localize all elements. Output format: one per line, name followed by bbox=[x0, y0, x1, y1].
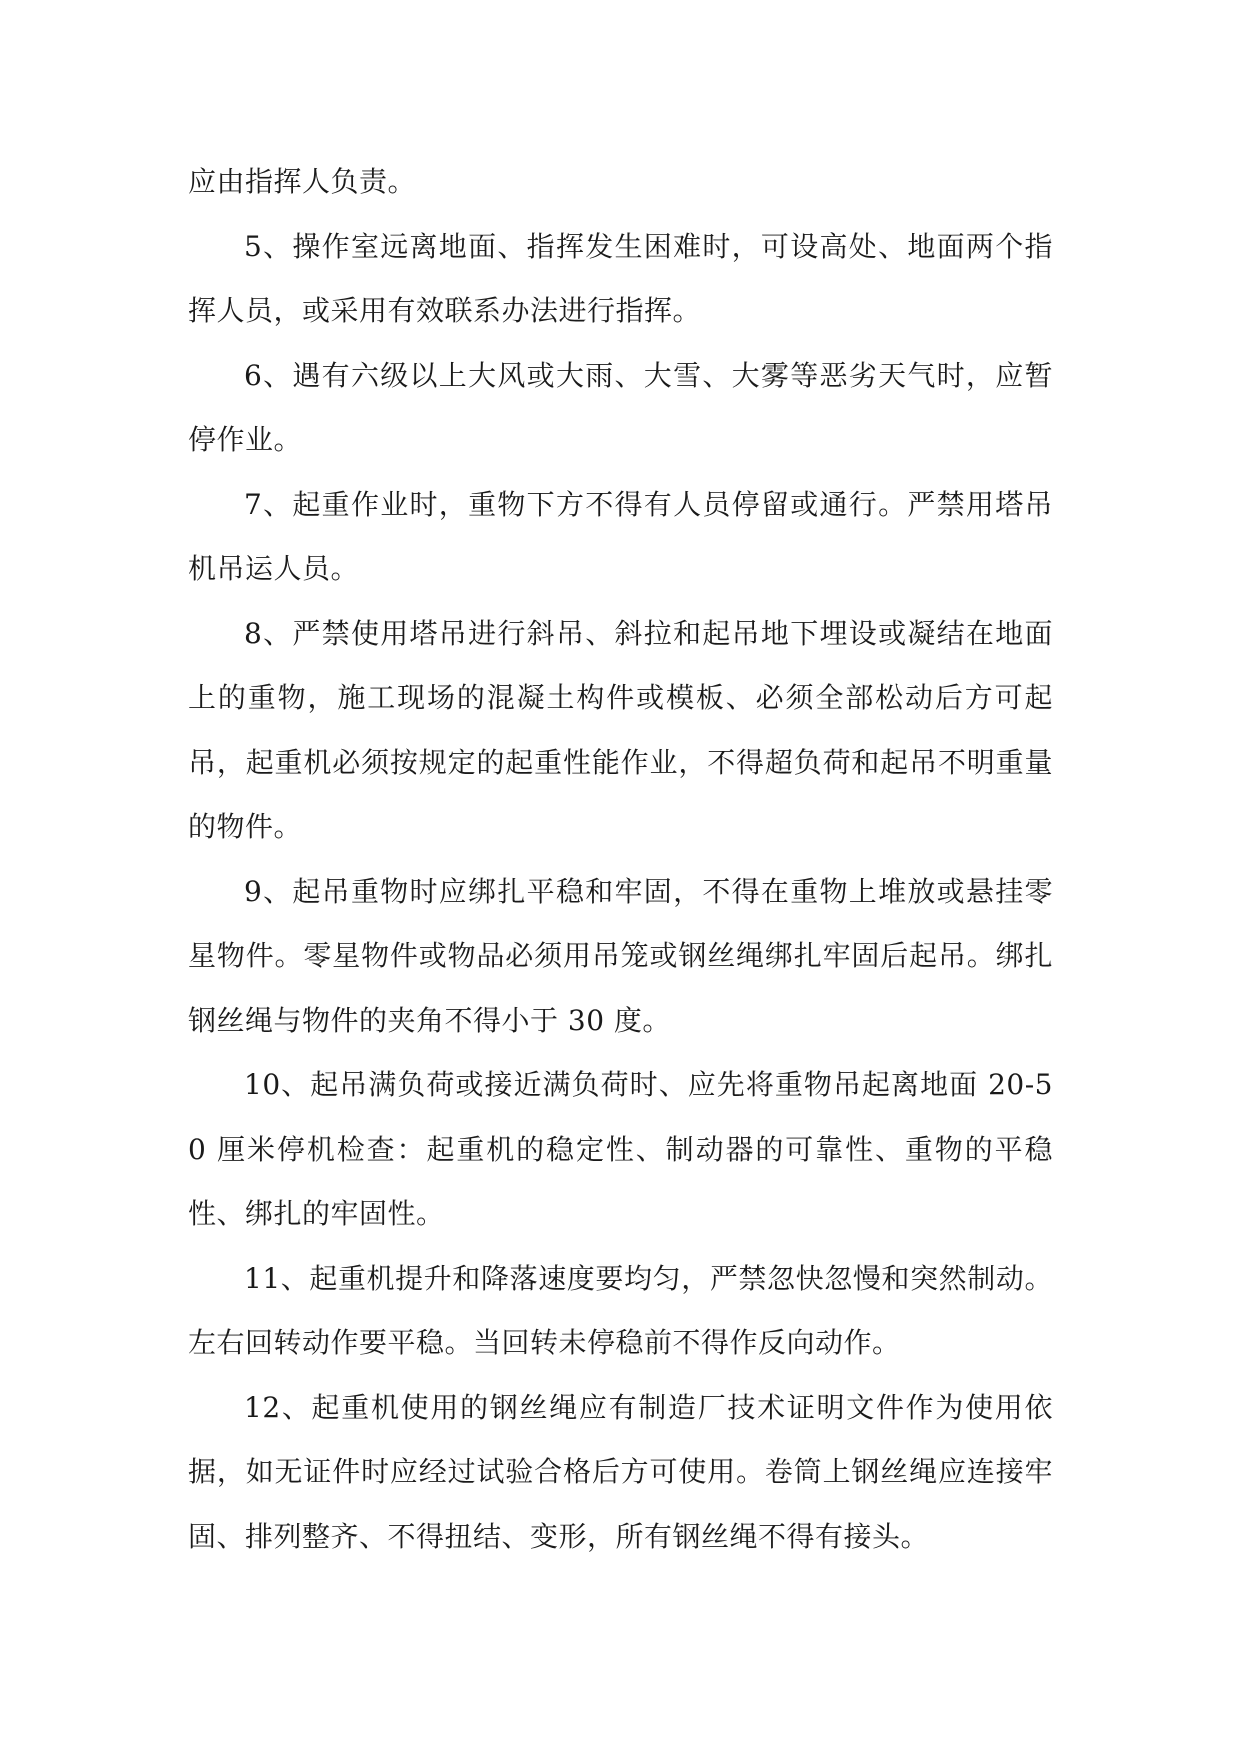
paragraph-item-6: 6、遇有六级以上大风或大雨、大雪、大雾等恶劣天气时，应暂停作业。 bbox=[188, 358, 1053, 456]
paragraph-item-12: 12、起重机使用的钢丝绳应有制造厂技术证明文件作为使用依据，如无证件时应经过试验合格后方可使用。卷筒上钢丝绳应连接牢固、排列整齐、不得扭结、变形，所有钢丝绳不得有接头。 bbox=[188, 1390, 1053, 1553]
continuation-paragraph: 应由指挥人负责。 bbox=[188, 165, 417, 198]
paragraph-item-5: 5、操作室远离地面、指挥发生困难时，可设高处、地面两个指挥人员，或采用有效联系办法进行指挥。 bbox=[188, 229, 1053, 327]
paragraph-item-7: 7、起重作业时，重物下方不得有人员停留或通行。严禁用塔吊机吊运人员。 bbox=[188, 487, 1053, 585]
paragraph-item-9: 9、起吊重物时应绑扎平稳和牢固，不得在重物上堆放或悬挂零星物件。零星物件或物品必须用吊笼或钢丝绳绑扎牢固后起吊。绑扎钢丝绳与物件的夹角不得小于 30 度。 bbox=[188, 874, 1053, 1037]
paragraph-item-11: 11、起重机提升和降落速度要均匀，严禁忽快忽慢和突然制动。左右回转动作要平稳。当回转未停稳前不得作反向动作。 bbox=[188, 1261, 1053, 1359]
paragraph-item-10: 10、起吊满负荷或接近满负荷时、应先将重物吊起离地面 20-50 厘米停机检查：起重机的稳定性、制动器的可靠性、重物的平稳性、绑扎的牢固性。 bbox=[188, 1068, 1053, 1230]
paragraph-item-8: 8、严禁使用塔吊进行斜吊、斜拉和起吊地下埋设或凝结在地面上的重物，施工现场的混凝土构件或模板、必须全部松动后方可起吊，起重机必须按规定的起重性能作业，不得超负荷和起吊不明重量的物件。 bbox=[188, 616, 1053, 843]
document-body bbox=[188, 150, 1053, 1569]
